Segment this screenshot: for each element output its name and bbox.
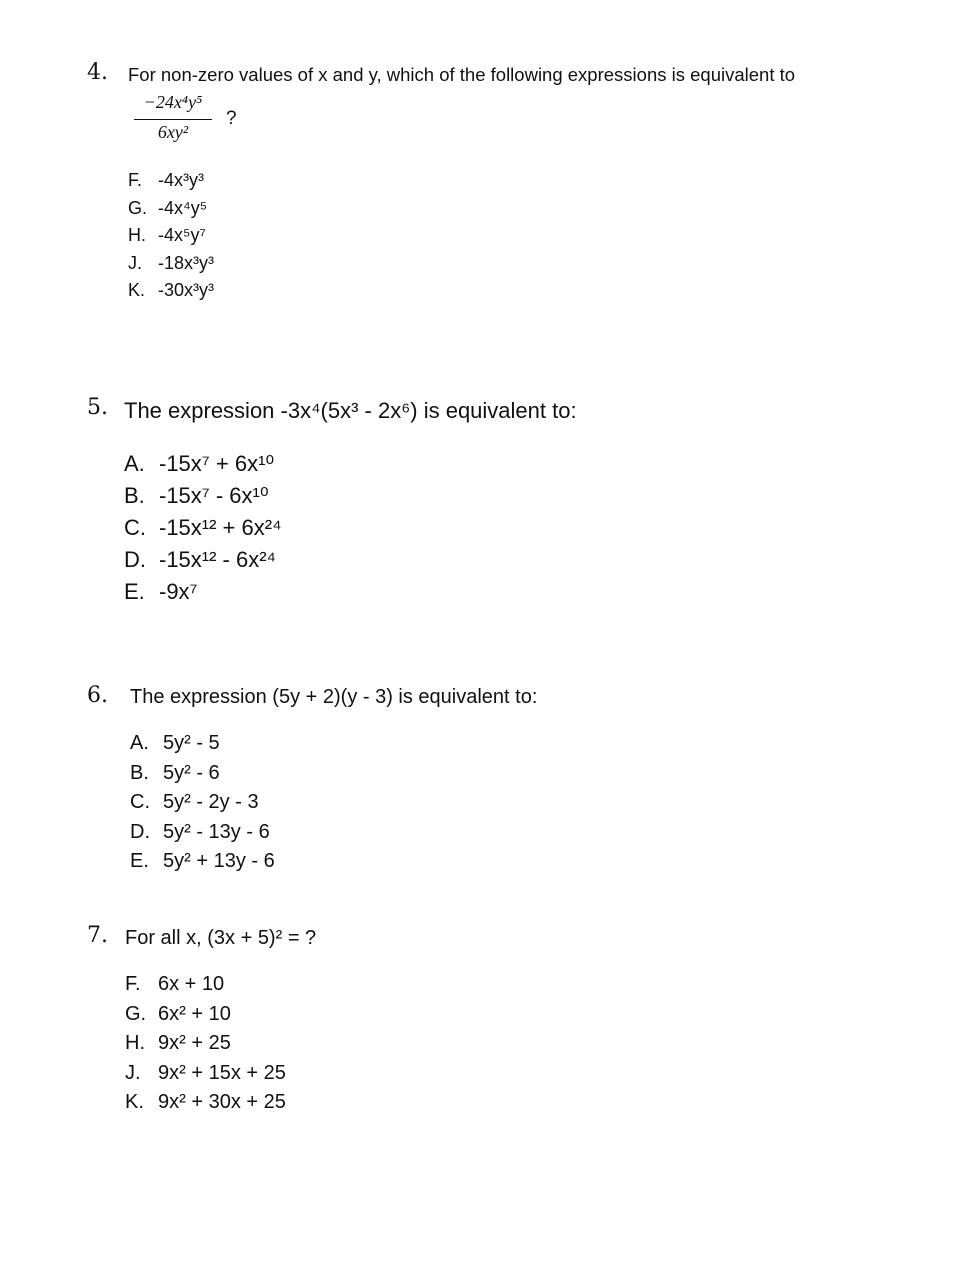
choice-text: -4x⁵y⁷: [158, 225, 206, 245]
choice-letter: C.: [124, 515, 146, 540]
answer-choice-g[interactable]: [128, 195, 214, 223]
answer-choice-f[interactable]: [128, 167, 214, 195]
answer-choice-h[interactable]: [128, 222, 214, 250]
choice-text: -9x⁷: [159, 579, 198, 604]
answer-choice-a[interactable]: [124, 448, 282, 480]
choice-text: 5y² - 13y - 6: [163, 820, 270, 843]
answer-choice-b[interactable]: [130, 759, 275, 789]
question-prompt: For all x, (3x + 5)² = ?: [125, 927, 317, 949]
question-prompt: The expression (5y + 2)(y - 3) is equivalent to:: [130, 686, 538, 708]
choice-letter: A.: [130, 732, 149, 754]
question-number: 4.: [87, 60, 108, 85]
choice-letter: D.: [124, 547, 146, 572]
question-prompt: The expression -3x⁴(5x³ - 2x⁶) is equivalent to:: [124, 398, 577, 423]
fraction-question-mark: ?: [226, 108, 237, 129]
answer-choice-f[interactable]: [125, 970, 286, 1000]
question-number: 5.: [87, 395, 108, 420]
choice-letter: J.: [128, 252, 143, 273]
answer-choices: [128, 167, 214, 305]
choice-letter: A.: [124, 451, 145, 476]
answer-choice-k[interactable]: [125, 1088, 286, 1118]
answer-choice-e[interactable]: [124, 576, 282, 608]
fraction-numerator: −24x⁴y⁵: [143, 92, 203, 112]
fraction-bar: [134, 119, 212, 120]
answer-choice-j[interactable]: [125, 1059, 286, 1089]
answer-choice-b[interactable]: [124, 480, 282, 512]
choice-letter: F.: [128, 170, 143, 190]
choice-letter: E.: [124, 579, 145, 604]
choice-text: -4x³y³: [158, 170, 204, 190]
choice-text: -15x¹² + 6x²⁴: [159, 515, 282, 540]
choice-letter: G.: [125, 1002, 147, 1025]
answer-choices: [125, 970, 286, 1118]
choice-letter: K.: [125, 1091, 144, 1113]
choice-letter: G.: [128, 197, 148, 218]
answer-choices: [124, 448, 282, 608]
choice-letter: D.: [130, 820, 150, 843]
choice-text: -4x⁴y⁵: [158, 197, 208, 218]
choice-letter: B.: [130, 761, 149, 784]
answer-choice-d[interactable]: [124, 544, 282, 576]
answer-choice-c[interactable]: [124, 512, 282, 544]
answer-choices: [130, 729, 275, 877]
choice-text: 6x² + 10: [158, 1002, 231, 1025]
answer-choice-d[interactable]: [130, 818, 275, 848]
choice-letter: K.: [128, 280, 146, 300]
answer-choice-g[interactable]: [125, 1000, 286, 1030]
choice-text: -30x³y³: [158, 280, 215, 300]
choice-text: 5y² - 6: [163, 761, 220, 784]
answer-choice-k[interactable]: [128, 277, 214, 305]
answer-choice-e[interactable]: [130, 847, 275, 877]
choice-letter: H.: [125, 1032, 145, 1054]
question-prompt: For non-zero values of x and y, which of the following expressions is equivalent to: [128, 64, 796, 85]
fraction-expression: [134, 92, 244, 144]
choice-letter: F.: [125, 973, 141, 995]
fraction-denominator: 6xy²: [157, 122, 189, 142]
choice-text: 9x² + 30x + 25: [158, 1091, 286, 1113]
question-number: 7.: [87, 923, 108, 948]
answer-choice-a[interactable]: [130, 729, 275, 759]
choice-text: -15x⁷ + 6x¹⁰: [159, 451, 275, 476]
choice-text: 5y² + 13y - 6: [163, 850, 275, 872]
choice-letter: B.: [124, 483, 145, 508]
choice-text: -15x¹² - 6x²⁴: [159, 547, 277, 572]
choice-text: 5y² - 2y - 3: [163, 791, 259, 813]
choice-text: 5y² - 5: [163, 732, 220, 754]
choice-text: 6x + 10: [158, 973, 225, 995]
answer-choice-c[interactable]: [130, 788, 275, 818]
choice-text: -18x³y³: [158, 252, 215, 273]
choice-text: -15x⁷ - 6x¹⁰: [159, 483, 269, 508]
choice-letter: H.: [128, 225, 146, 245]
choice-letter: E.: [130, 850, 149, 872]
question-number: 6.: [87, 683, 108, 708]
answer-choice-h[interactable]: [125, 1029, 286, 1059]
choice-letter: C.: [130, 791, 150, 813]
answer-choice-j[interactable]: [128, 250, 214, 278]
choice-text: 9x² + 25: [158, 1032, 231, 1054]
choice-text: 9x² + 15x + 25: [158, 1061, 286, 1084]
choice-letter: J.: [125, 1061, 141, 1084]
